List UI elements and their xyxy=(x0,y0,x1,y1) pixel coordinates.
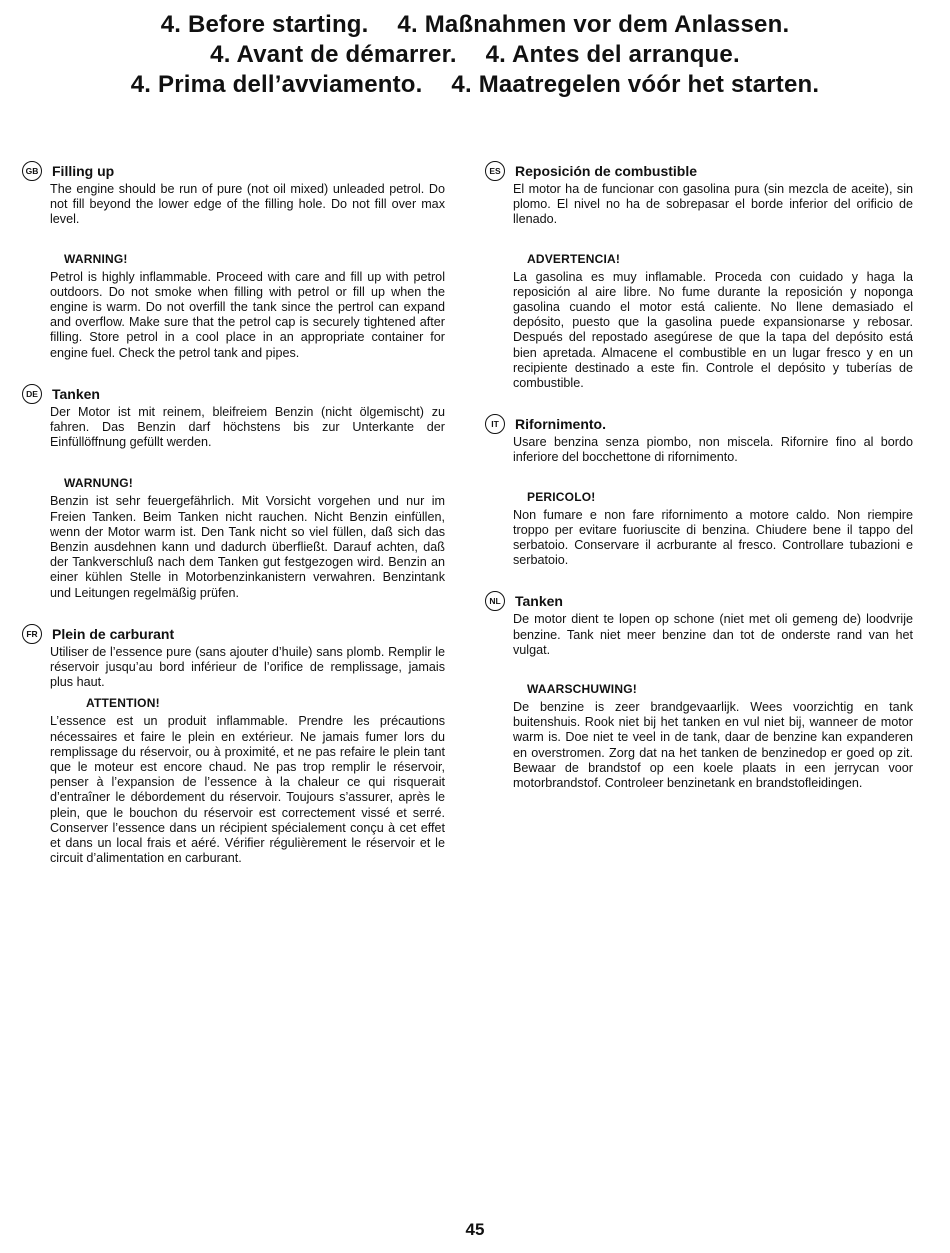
title-line-1 xyxy=(0,10,950,40)
left-column xyxy=(25,160,445,867)
section-de-title: Tanken xyxy=(52,385,100,402)
section-nl-header xyxy=(485,590,913,612)
right-column xyxy=(489,160,913,791)
section-gb-title: Filling up xyxy=(52,163,115,179)
section-nl-warning-title: WAARSCHUWING! xyxy=(527,682,637,697)
section-it-header xyxy=(485,413,913,435)
section-es-header xyxy=(485,160,913,182)
section-es xyxy=(489,160,913,391)
title-line-2 xyxy=(0,40,950,70)
language-it-icon: IT xyxy=(485,414,505,434)
language-nl-icon: NL xyxy=(485,591,505,611)
title-de: 4. Maßnahmen vor dem Anlassen. xyxy=(397,11,790,38)
section-it xyxy=(491,413,913,568)
section-fr-warning-text: L’essence est un produit inflammable. Prendre les précautions nécessaires et faire le plein en extérieur. Ne jamais fumer lors du remplissage du réservoir, ou à proximité, et ne pas refaire le plein tant que le moteur est encore chaud. Ne pas trop remplir le réservoir, penser à l’expansion de l’essence à la chaleur ce qui risquerait d’entraîner le débordement du réservoir. Toujours s’assurer, après le plein, que le bouchon du réservoir est correctement vissé et serré. Conserver l’essence dans un récipient spécialement conçu à cet effet et dans un local frais et aéré. Vérifier régulièrement le réservoir et le circuit d’alimentation en carburant. xyxy=(50,714,445,866)
section-es-warning-title: ADVERTENCIA! xyxy=(527,251,621,266)
language-gb-icon: GB xyxy=(22,161,42,181)
language-es-icon: ES xyxy=(485,161,505,181)
section-gb-warning-title: WARNING! xyxy=(64,251,128,266)
section-fr-title: Plein de carburant xyxy=(52,625,175,642)
section-gb-intro: The engine should be run of pure (not oil mixed) unleaded petrol. Do not fill beyond the lower edge of the filling hole. Do not fill over max level. xyxy=(50,182,445,227)
section-gb-warning-text: Petrol is highly inflammable. Proceed with care and fill up with petrol outdoors. Do not smoke when filling with petrol or fill up when the engine is warm. Do not overfill the tank since the pertrol can expand and overflow. Make sure that the petrol cap is securely tightened after filling. Store petrol in a cool place in an appropriate container for engine fuel. Check the petrol tank and pipes. xyxy=(50,269,445,360)
title-nl: 4. Maatregelen vóór het starten. xyxy=(451,71,820,98)
title-it: 4. Prima dell’avviamento. xyxy=(130,71,423,98)
section-de-warning-title: WARNUNG! xyxy=(64,476,133,491)
section-it-warning-title: PERICOLO! xyxy=(527,489,596,504)
section-de-intro: Der Motor ist mit reinem, bleifreiem Benzin (nicht ölgemischt) zu fahren. Das Benzin darf höchstens bis zur Unterkante der Einfüllöffnung gefüllt werden. xyxy=(50,404,445,450)
section-gb xyxy=(25,160,445,361)
section-es-title: Reposición de combustible xyxy=(515,163,698,179)
language-de-icon: DE xyxy=(22,384,42,404)
section-it-intro: Usare benzina senza piombo, non miscela. Rifornire fino al bordo inferiore del bocchettone di rifornimento. xyxy=(513,435,913,465)
section-es-intro: El motor ha de funcionar con gasolina pura (sin mezcla de aceite), sin plomo. El nivel no ha de sobrepasar el borde inferior del orificio de llenado. xyxy=(513,182,913,227)
section-fr-header xyxy=(22,623,445,645)
section-fr-warning-title: ATTENTION! xyxy=(86,696,160,711)
title-es: 4. Antes del arranque. xyxy=(485,41,740,68)
page-titles xyxy=(0,10,950,100)
section-it-title: Rifornimento. xyxy=(515,416,606,433)
page-number: 45 xyxy=(465,1220,485,1239)
section-fr xyxy=(26,623,445,867)
section-es-warning-text: La gasolina es muy inflamable. Proceda con cuidado y haga la reposición al aire libre. No fume durante la reposición y noponga gasolina cuando el motor está caliente. No llene demasiado el depósito, puesto que la gasolina puede expansionarse y rebosar. Después del repostado asegúrese de que la tapa del depósito está bien apretada. Almacene el combustible en un lugar fresco y en un recipiente destinado a este fin. Controle el depósito y tuberías de combustible. xyxy=(513,269,913,391)
section-nl-title: Tanken xyxy=(515,593,563,610)
section-de-header xyxy=(22,383,445,405)
title-fr: 4. Avant de démarrer. xyxy=(210,41,457,68)
title-line-3 xyxy=(0,70,950,100)
section-de xyxy=(26,383,445,601)
section-fr-intro: Utiliser de l’essence pure (sans ajouter d’huile) sans plomb. Remplir le réservoir jusqu’au bord inférieur de l’orifice de remplissage, jamais plus haut. xyxy=(50,644,445,690)
section-gb-header xyxy=(22,160,445,182)
section-nl-intro: De motor dient te lopen op schone (niet met oli gemeng de) loodvrije benzine. Tank niet meer benzine dan tot de onderste rand van het vulgat. xyxy=(513,612,913,657)
section-it-warning-text: Non fumare e non fare rifornimento a motore caldo. Non riempire troppo per evitare fuoriuscite di benzina. Chiudere bene il tappo del serbatoio. Conservare il acrburante al fresco. Controllare tubazioni e serbatoio. xyxy=(513,507,913,568)
language-fr-icon: FR xyxy=(22,624,42,644)
section-de-warning-text: Benzin ist sehr feuergefährlich. Mit Vorsicht vorgehen und nur im Freien Tanken. Beim Tanken nicht rauchen. Nicht Benzin einfüllen, wenn der Motor warm ist. Den Tank nicht so viel füllen, daß sich das Benzin ausdehnen kann und dadurch überfließt. Darauf achten, daß der Tankverschluß nach dem Tanken gut festgezogen wird. Benzin an einer kühlen Stelle in Motorbenzinkanistern verwahren. Benzintank und Leitungen regelmäßig prüfen. xyxy=(50,494,445,600)
section-nl-warning-text: De benzine is zeer brandgevaarlijk. Wees voorzichtig en tank buitenshuis. Rook niet bij het tanken en vul niet bij, wanneer de motor warm is. Doe niet te veel in de tank, daar de benzine kan expanderen en overstromen. Zorg dat na het tanken de benzinedop er goed op zit. Bewaar de brandstof op een koele plaats in een jerrycan voor motorbrandstof. Controleer benzinetank en brandstofleidingen. xyxy=(513,700,913,791)
title-gb: 4. Before starting. xyxy=(160,11,369,38)
section-nl xyxy=(489,590,913,791)
